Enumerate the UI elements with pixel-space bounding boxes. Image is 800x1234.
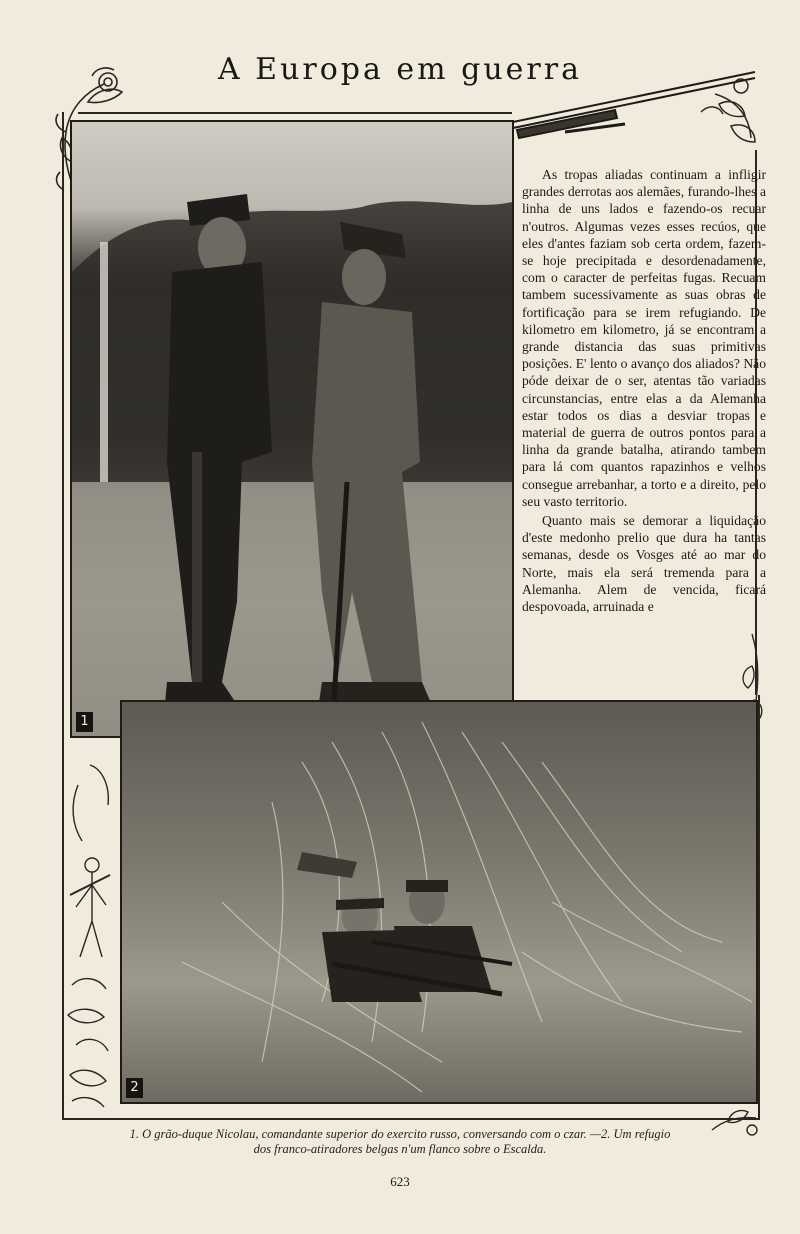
photo-2-scene [122,702,756,1102]
article-body [522,166,766,617]
photo-grand-duke-and-czar [70,120,514,738]
soldier-vignette-ornament-icon [62,745,116,1121]
photo-1-scene [72,122,512,736]
frame-line-bottom [62,1118,758,1120]
article-paragraph-2: Quanto mais se demorar a liquidação d'este medonho prelio que dura ha tantas semanas, desde os Vosges até ao mar do Norte, mais ela será tremenda para a Alemanha. Alem de vencida, ficará despovoada, arruinada e [522,513,766,615]
frame-line-left-upper [62,112,64,744]
frame-line-left-lower [62,744,64,1120]
figure-number-1: 1 [76,712,93,732]
caption-line-2: dos franco-atiradores belgas n'um flanco sobre o Escalda. [253,1142,547,1156]
article-paragraph-1: As tropas aliadas continuam a infligir grandes derrotas aos alemães, furando-lhes a linha de uns lados e fazendo-os recuar n'outros. Algumas vezes esses recúos, que eles d'antes faziam sob certa ordem, fazem-se hoje precipitada e desordenadamente, com o caracter de perfeitas fugas. Recuam tambem sucessivamente as suas obras de fortificação para se irem refugiando. De kilometro em kilometro, já se encontram a grande distancia das suas primitivas posições. E' lento o avanço dos aliados? Não póde deixar de o ser, atentas tão variadas circunstancias, entre elas a da Alemanha estar todos os dias a desviar tropas e material de guerra de outros pontos para a linha da grande batalha, atirando tambem para lá com quantos rapazinhos e velhos consegue arrebanhar, a torto e a direito, pelo seu vasto territorio. [522,167,766,509]
frame-line-right-lower [758,695,760,1120]
figure-caption [40,1127,760,1157]
figure-number-2: 2 [126,1078,143,1098]
photo-trench-refuge [120,700,758,1104]
frame-line-top [78,112,512,114]
page-title: A Europa em guerra [217,52,583,87]
rifle-bayonet-ornament-icon [505,64,767,156]
caption-line-1: 1. O grão-duque Nicolau, comandante superior do exercito russo, conversando com o czar. —2. Um refugio [129,1127,671,1141]
page-number: 623 [390,1174,410,1189]
